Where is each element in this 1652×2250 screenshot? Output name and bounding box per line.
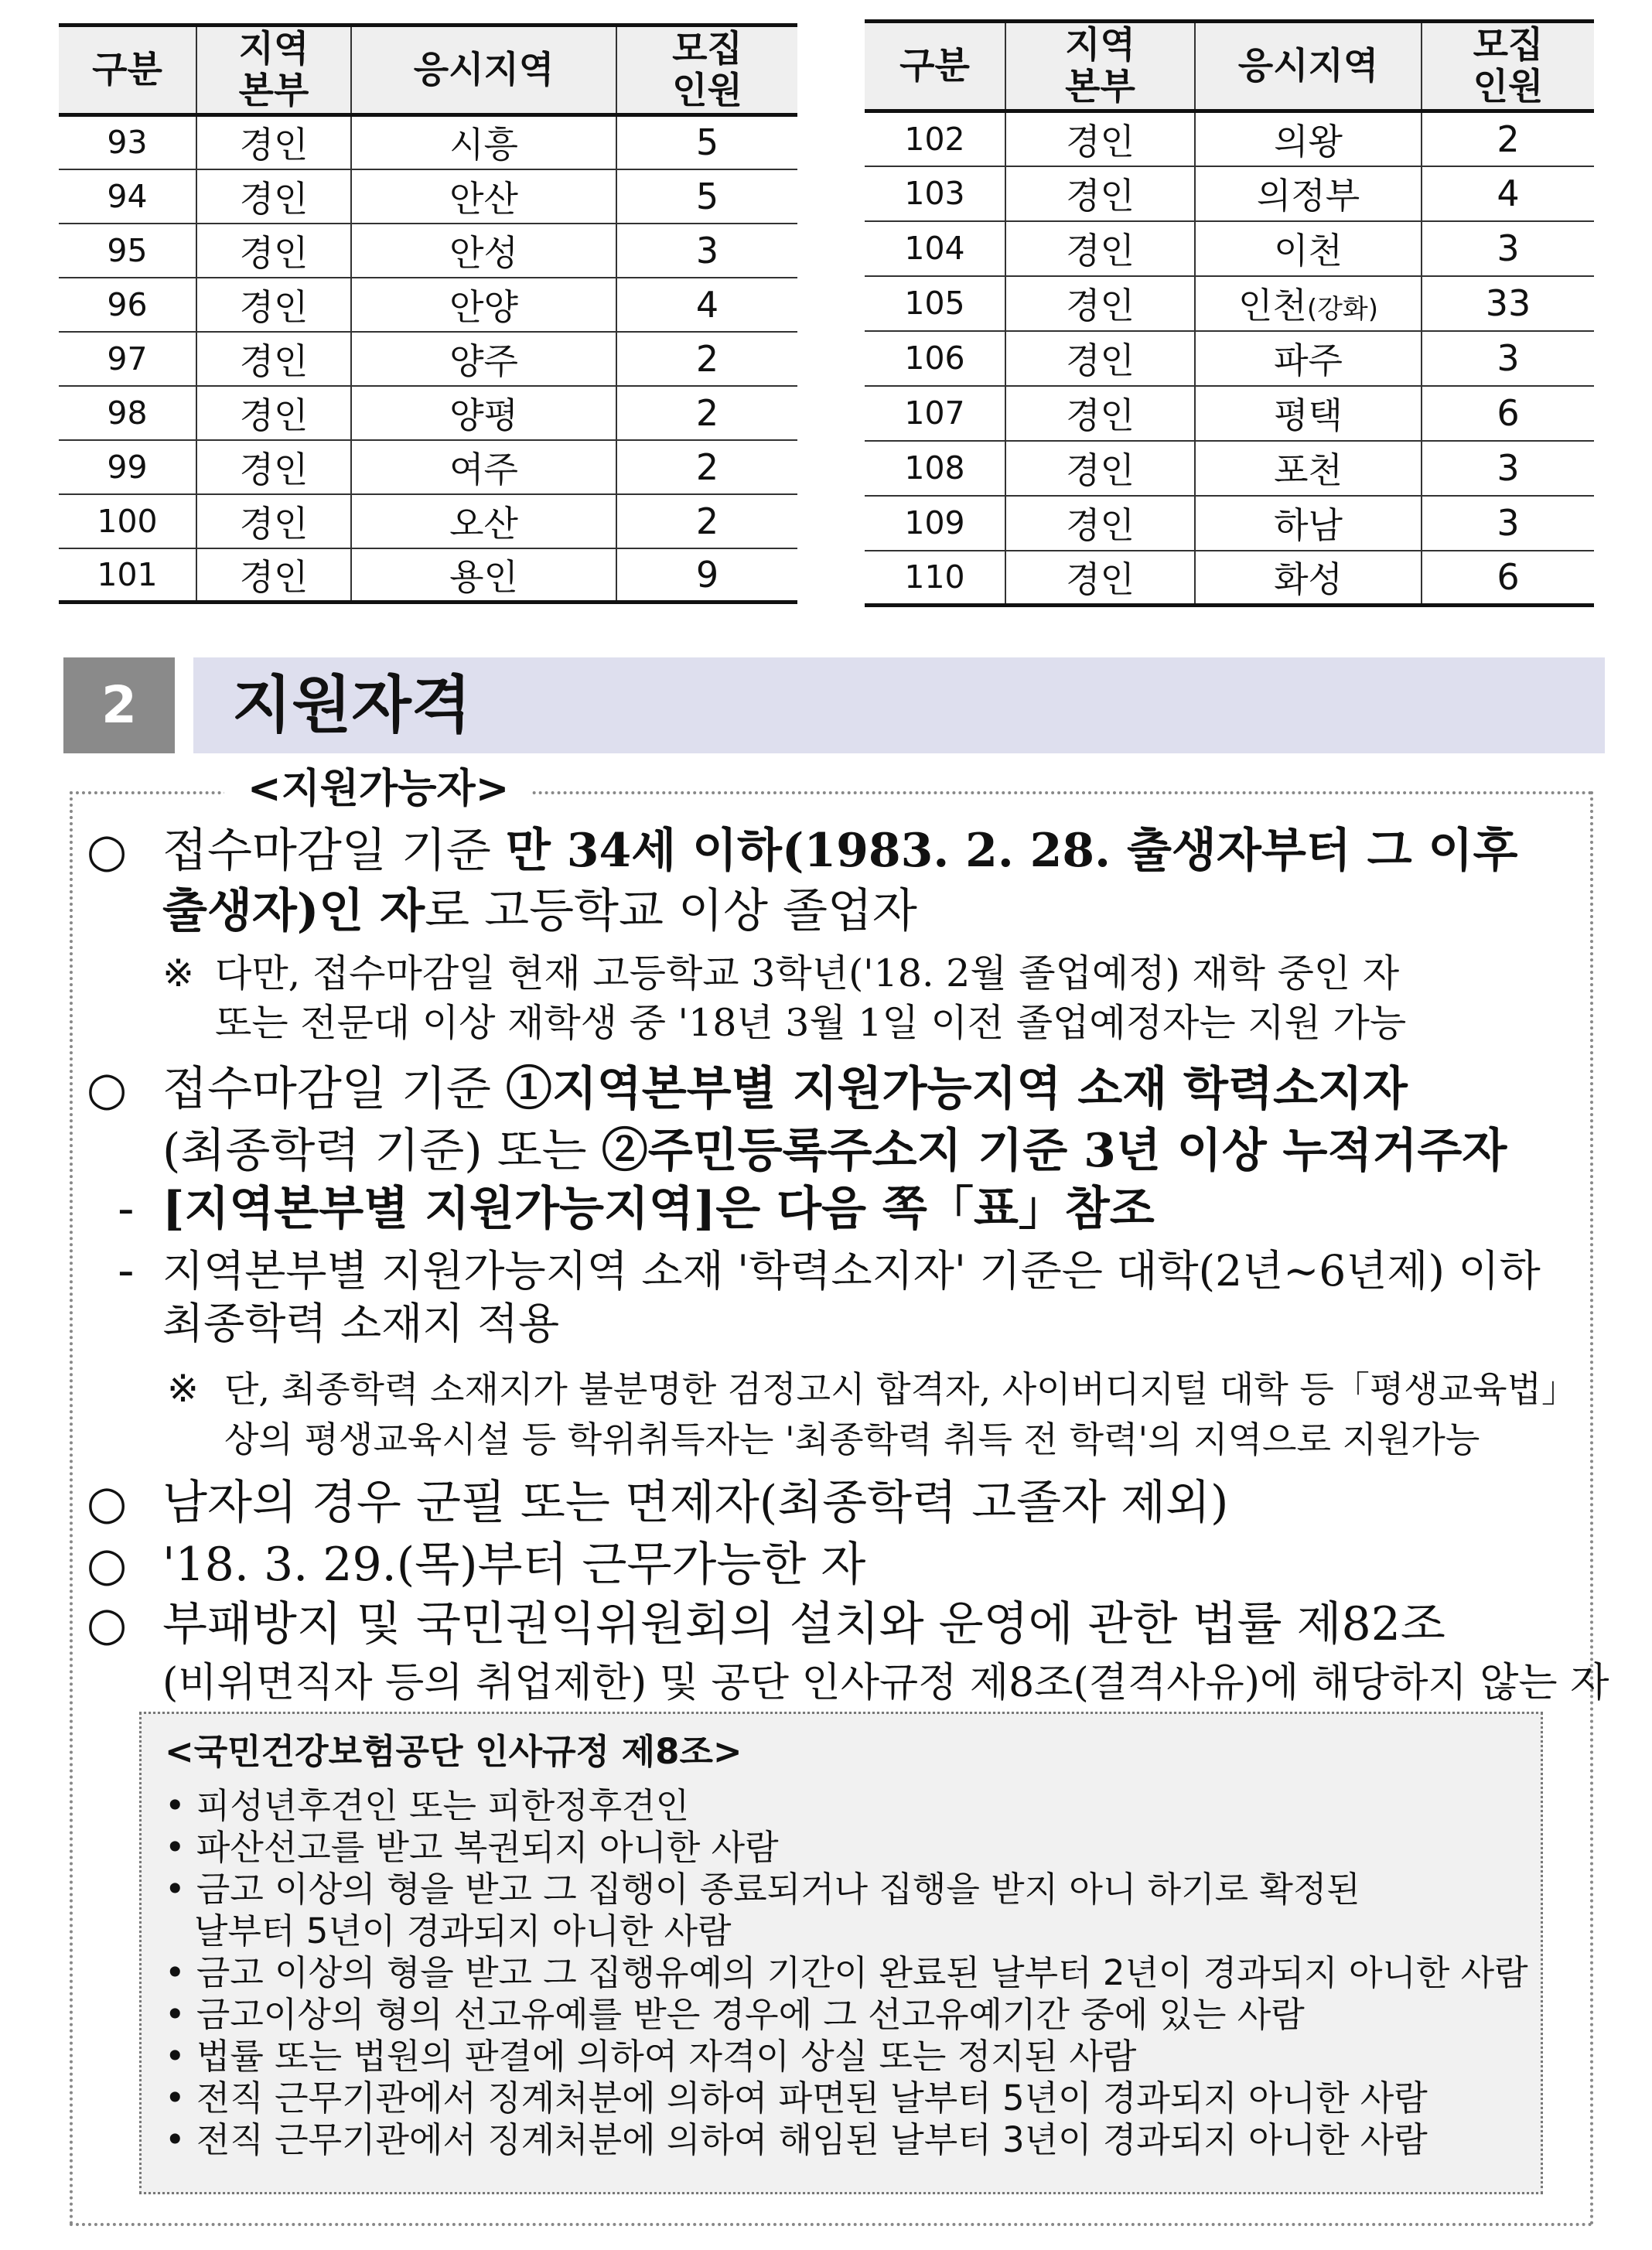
table-row [865, 386, 1594, 441]
col-exam-area: 응시지역 [351, 26, 616, 115]
table-row [865, 551, 1594, 606]
table-row [865, 221, 1594, 276]
cell-no: 102 [865, 111, 1005, 166]
recruitment-table-right [865, 19, 1594, 607]
cell-area: 용인 [351, 548, 616, 603]
cell-no: 106 [865, 331, 1005, 386]
area-name: 인천 [1237, 285, 1307, 326]
cell-region: 경인 [1005, 386, 1195, 441]
table-row [865, 441, 1594, 496]
cell-region: 경인 [1005, 551, 1195, 606]
q3-line: 남자의 경우 군필 또는 면제자(최종학력 고졸자 제외) [162, 1476, 1229, 1530]
cell-count: 2 [616, 494, 797, 548]
cell-count: 3 [1422, 496, 1594, 551]
cell-count: 6 [1422, 386, 1594, 441]
cell-region: 경인 [196, 548, 351, 603]
note-mark: ※ [167, 1367, 200, 1411]
circle-bullet: ○ [87, 1538, 128, 1592]
cell-no: 94 [59, 169, 196, 224]
cell-area: 양평 [351, 386, 616, 440]
cell-region: 경인 [196, 386, 351, 440]
circle-bullet: ○ [87, 1476, 128, 1530]
cell-no: 103 [865, 166, 1005, 221]
cell-count: 2 [1422, 111, 1594, 166]
cell-region: 경인 [1005, 496, 1195, 551]
cell-no: 104 [865, 221, 1005, 276]
cell-region: 경인 [196, 169, 351, 224]
table-row [59, 278, 797, 332]
cell-no: 100 [59, 494, 196, 548]
dash-bullet: - [118, 1244, 135, 1298]
cell-area: 평택 [1195, 386, 1422, 441]
cell-no: 108 [865, 441, 1005, 496]
area-note: (강화) [1306, 294, 1379, 325]
cell-count: 2 [616, 386, 797, 440]
cell-region: 경인 [1005, 166, 1195, 221]
cell-region: 경인 [1005, 111, 1195, 166]
law-item: • 피성년후견인 또는 피한정후견인 [165, 1785, 690, 1826]
cell-region: 경인 [1005, 276, 1195, 331]
cell-count: 3 [1422, 441, 1594, 496]
col-region: 지역 본부 [1005, 22, 1195, 111]
col-gubun: 구분 [865, 22, 1005, 111]
law-item: • 법률 또는 법원의 판결에 의하여 자격이 상실 또는 정지된 사람 [165, 2036, 1137, 2077]
cell-region: 경인 [1005, 441, 1195, 496]
col-recruit: 모집 인원 [616, 26, 797, 115]
col-exam-area: 응시지역 [1195, 22, 1422, 111]
q5-line1: 부패방지 및 국민권익위원회의 설치와 운영에 관한 법률 제82조 [162, 1597, 1446, 1651]
dash-bullet: - [118, 1182, 135, 1236]
cell-area: 안성 [351, 224, 616, 278]
law-item: • 전직 근무기관에서 징계처분에 의하여 해임된 날부터 3년이 경과되지 아니한 사람 [165, 2119, 1428, 2160]
q2-line1: 접수마감일 기준 ①지역본부별 지원가능지역 소재 학력소지자 [162, 1062, 1408, 1116]
table-row [59, 332, 797, 386]
cell-count: 5 [616, 169, 797, 224]
table-row [865, 111, 1594, 166]
q5-line2: (비위면직자 등의 취업제한) 및 공단 인사규정 제8조(결격사유)에 해당하지 않는 자 [162, 1660, 1609, 1706]
cell-no: 95 [59, 224, 196, 278]
q1-note-line2: 또는 전문대 이상 재학생 중 '18년 3월 1일 이전 졸업예정자는 지원 가능 [215, 1001, 1407, 1045]
cell-no: 99 [59, 440, 196, 494]
cell-area: 하남 [1195, 496, 1422, 551]
qualification-label: <지원가능자> [224, 766, 532, 812]
cell-region: 경인 [196, 224, 351, 278]
col-gubun: 구분 [59, 26, 196, 115]
cell-no: 107 [865, 386, 1005, 441]
cell-no: 105 [865, 276, 1005, 331]
table-row [59, 169, 797, 224]
cell-area: 화성 [1195, 551, 1422, 606]
cell-no: 96 [59, 278, 196, 332]
cell-count: 5 [616, 115, 797, 169]
cell-area: 포천 [1195, 441, 1422, 496]
cell-area: 여주 [351, 440, 616, 494]
table-row [59, 494, 797, 548]
q1-line1: 접수마감일 기준 만 34세 이하(1983. 2. 28. 출생자부터 그 이후 [162, 824, 1518, 878]
circle-bullet: ○ [87, 1062, 128, 1116]
cell-no: 110 [865, 551, 1005, 606]
law-item: • 금고이상의 형의 선고유예를 받은 경우에 그 선고유예기간 중에 있는 사람 [165, 1994, 1305, 2035]
cell-count: 3 [1422, 221, 1594, 276]
cell-count: 9 [616, 548, 797, 603]
cell-count: 33 [1422, 276, 1594, 331]
table-row [865, 166, 1594, 221]
cell-region: 경인 [196, 278, 351, 332]
recruitment-table-left [59, 23, 797, 604]
q4-line: '18. 3. 29.(목)부터 근무가능한 자 [162, 1538, 866, 1592]
cell-area: 안산 [351, 169, 616, 224]
cell-region: 경인 [196, 115, 351, 169]
cell-area: 오산 [351, 494, 616, 548]
cell-region: 경인 [196, 494, 351, 548]
cell-no: 109 [865, 496, 1005, 551]
table-row [865, 276, 1594, 331]
table-row [865, 331, 1594, 386]
q2-dash1: [지역본부별 지원가능지역]은 다음 쪽「표」참조 [162, 1182, 1155, 1236]
note-mark: ※ [162, 951, 195, 995]
table-row [59, 386, 797, 440]
q2-note-line1: 단, 최종학력 소재지가 불분명한 검정고시 합격자, 사이버디지털 대학 등「평생교육법」 [224, 1368, 1578, 1410]
table-row [59, 224, 797, 278]
cell-no: 97 [59, 332, 196, 386]
cell-area: 시흥 [351, 115, 616, 169]
cell-no: 98 [59, 386, 196, 440]
cell-area: 이천 [1195, 221, 1422, 276]
section-title: 지원자격 [232, 669, 472, 741]
q2-dash2-line1: 지역본부별 지원가능지역 소재 '학력소지자' 기준은 대학(2년~6년제) 이하 [162, 1246, 1541, 1296]
cell-count: 3 [616, 224, 797, 278]
table-row [59, 548, 797, 603]
col-region: 지역 본부 [196, 26, 351, 115]
cell-area [1195, 276, 1422, 331]
cell-region: 경인 [1005, 221, 1195, 276]
cell-region: 경인 [196, 332, 351, 386]
law-box-title: <국민건강보험공단 인사규정 제8조> [165, 1731, 742, 1772]
cell-area: 파주 [1195, 331, 1422, 386]
cell-count: 2 [616, 332, 797, 386]
cell-area: 안양 [351, 278, 616, 332]
cell-count: 4 [1422, 166, 1594, 221]
circle-bullet: ○ [87, 824, 128, 878]
personnel-regulation-box [139, 1712, 1543, 2194]
table-row [865, 496, 1594, 551]
law-item: • 금고 이상의 형을 받고 그 집행유예의 기간이 완료된 날부터 2년이 경과되지 아니한 사람 [165, 1952, 1528, 1993]
q1-line2: 출생자)인 자로 고등학교 이상 졸업자 [162, 884, 917, 938]
cell-region: 경인 [196, 440, 351, 494]
cell-count: 2 [616, 440, 797, 494]
circle-bullet: ○ [87, 1597, 128, 1651]
cell-area: 의왕 [1195, 111, 1422, 166]
q2-note-line2: 상의 평생교육시설 등 학위취득자는 '최종학력 취득 전 학력'의 지역으로 지원가능 [224, 1419, 1480, 1460]
cell-no: 93 [59, 115, 196, 169]
table-row [59, 440, 797, 494]
law-item-continued: 날부터 5년이 경과되지 아니한 사람 [194, 1910, 732, 1951]
q1-note-line1: 다만, 접수마감일 현재 고등학교 3학년('18. 2월 졸업예정) 재학 중인 자 [215, 951, 1400, 995]
law-item: • 파산선고를 받고 복권되지 아니한 사람 [165, 1827, 779, 1868]
cell-count: 3 [1422, 331, 1594, 386]
table-row [59, 115, 797, 169]
col-recruit: 모집 인원 [1422, 22, 1594, 111]
law-item: • 전직 근무기관에서 징계처분에 의하여 파면된 날부터 5년이 경과되지 아니한 사람 [165, 2078, 1428, 2119]
cell-count: 4 [616, 278, 797, 332]
cell-area: 의정부 [1195, 166, 1422, 221]
section-number: 2 [63, 657, 175, 753]
cell-no: 101 [59, 548, 196, 603]
cell-count: 6 [1422, 551, 1594, 606]
q2-line2: (최종학력 기준) 또는 ②주민등록주소지 기준 3년 이상 누적거주자 [162, 1124, 1507, 1178]
q2-dash2-line2: 최종학력 소재지 적용 [162, 1299, 560, 1348]
cell-area: 양주 [351, 332, 616, 386]
cell-region: 경인 [1005, 331, 1195, 386]
law-item: • 금고 이상의 형을 받고 그 집행이 종료되거나 집행을 받지 아니 하기로 확정된 [165, 1869, 1360, 1910]
